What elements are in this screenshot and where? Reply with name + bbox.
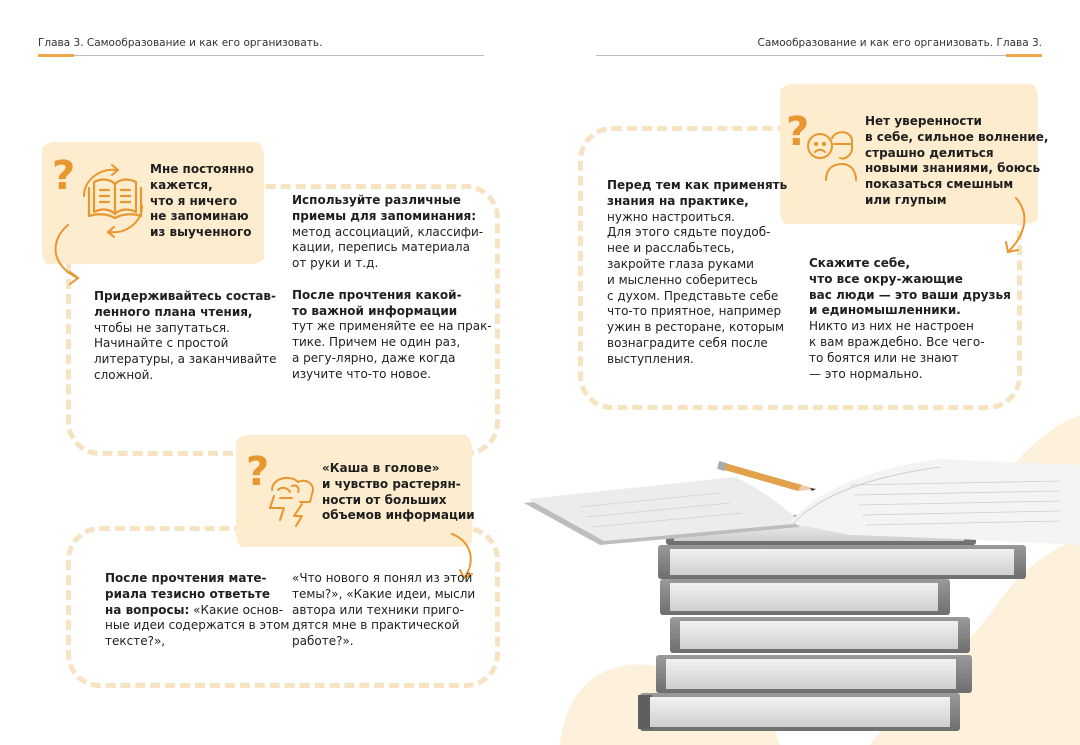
card3-note-text: Нет уверенности в себе, сильное волнение, страшно делиться новыми знаниями, боюсь показаться смешным или глупым <box>865 114 1049 207</box>
header-right: Самообразование и как его организовать. Глава 3. <box>757 37 1042 49</box>
worried-face-icon <box>804 128 864 188</box>
books-stack-illustration <box>520 445 1080 745</box>
question-mark-icon: ? <box>52 153 76 199</box>
card3-left-text: Перед тем как применять знания на практике, нужно настроиться. Для этого сядьте поудоб- нее и расслабьтесь, закройте глаза руками и мысленно соберитесь с духом. Представьте себе что-то приятное, например ужин в ресторане, которым вознаградите себя после выступления. <box>607 178 788 366</box>
card2-right-text: «Что нового я понял из этой темы?», «Какие идеи, мысли автора или техники приго- дятся мне в практической работе?». <box>292 571 476 649</box>
card2-note-text: «Каша в голове» и чувство растерян- ности от больших объемов информации <box>322 461 475 523</box>
header-left: Глава 3. Самообразование и как его организовать. <box>38 37 323 49</box>
brain-lightning-icon <box>262 468 322 528</box>
question-mark-icon-3: ? <box>786 109 810 155</box>
card1-left-text: Придерживайтесь состав- ленного плана чтения, чтобы не запутаться. Начинайте с простой литературы, а заканчивайте сложной. <box>94 289 277 382</box>
card1-note-text: Мне постоянно кажется, что я ничего не запоминаю из выученного <box>150 162 254 240</box>
card3-arrow-icon <box>988 194 1038 264</box>
card1-right-text: Используйте различные приемы для запоминания: метод ассоциаций, классифи- кации, перепись материала от руки и т.д. После прочтения какой- то важной информации тут же применяйте ее на прак- тике. Причем не один раз, а регу-лярно, даже когда изучите что-то новое. <box>292 193 492 381</box>
card1-arrow-icon <box>40 220 100 290</box>
question-mark-icon-2: ? <box>246 449 270 495</box>
card3-right-text: Скажите себе, что все окру-жающие вас люди — это ваши друзья и единомышленники. Никто из них не настроен к вам враждебно. Все чего- то боятся или не знают — это нормально. <box>809 256 1011 381</box>
card2-left-text: После прочтения мате- риала тезисно ответьте на вопросы: «Какие основ- ные идеи содержатся в этом тексте?», <box>105 571 290 649</box>
